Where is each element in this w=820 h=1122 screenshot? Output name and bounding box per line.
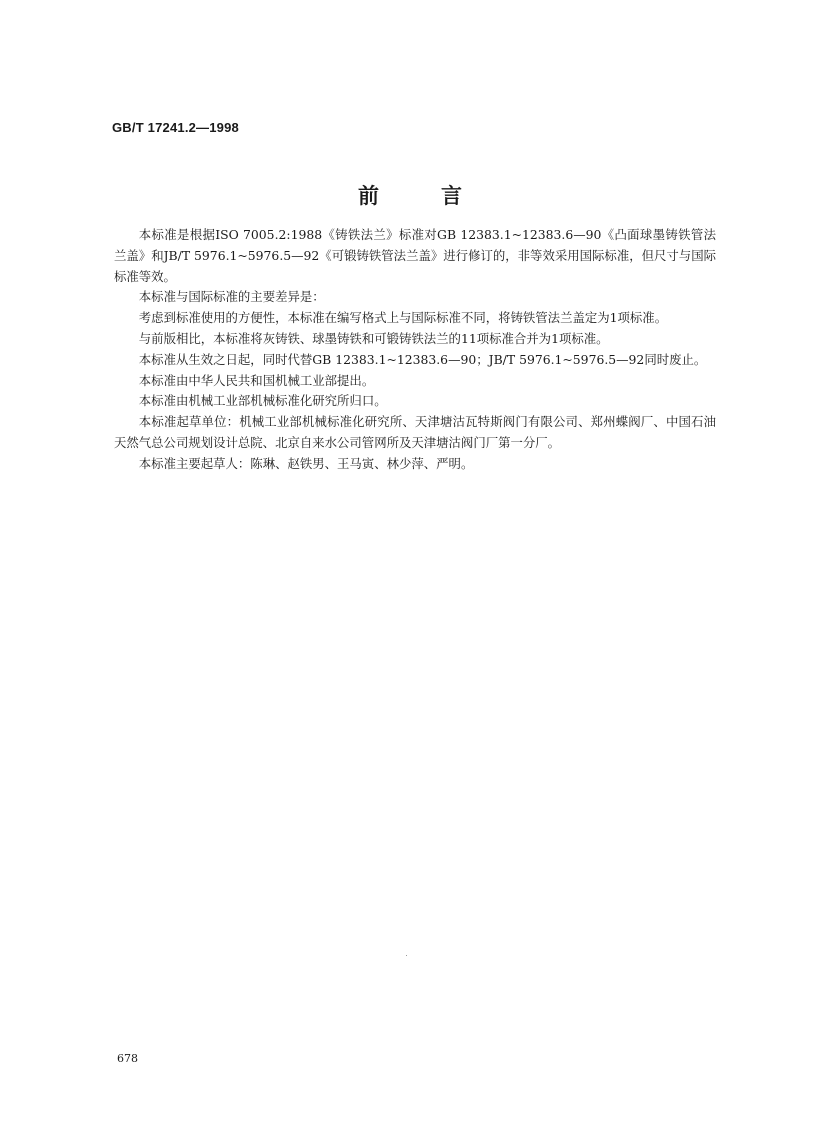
paragraph-differences-intro: 本标准与国际标准的主要差异是：	[138, 289, 325, 305]
page-title: 前言	[358, 183, 524, 208]
paragraph-drafting-units: 本标准起草单位：机械工业部机械标准化研究所、天津塘沽瓦特斯阀门有限公司、郑州蝶阀厂、中国石油天然气总公司规划设计总院、北京自来水公司管网所及天津塘沽阀门厂第一分厂。	[114, 414, 716, 450]
foreword-body	[114, 225, 716, 475]
paragraph-format-difference: 考虑到标准使用的方便性，本标准在编写格式上与国际标准不同，将铸铁管法兰盖定为1项标准。	[138, 310, 668, 326]
scan-speck	[406, 955, 407, 956]
paragraph-effective-date: 本标准从生效之日起，同时代替GB 12383.1~12383.6—90；JB/T 5976.1~5976.5—92同时废止。	[138, 351, 707, 367]
page-number: 678	[117, 1052, 138, 1065]
paragraph-previous-edition: 与前版相比，本标准将灰铸铁、球墨铸铁和可锻铸铁法兰的11项标准合并为1项标准。	[138, 330, 609, 346]
paragraph-proposed-by: 本标准由中华人民共和国机械工业部提出。	[138, 372, 375, 388]
paragraph-drafters: 本标准主要起草人：陈琳、赵铁男、王马寅、林少萍、严明。	[138, 455, 474, 471]
standard-code: GB/T 17241.2—1998	[112, 120, 239, 135]
paragraph-basis: 本标准是根据ISO 7005.2:1988《铸铁法兰》标准对GB 12383.1~12383.6—90《凸面球墨铸铁管法兰盖》和JB/T 5976.1~5976.5—92《可锻铸铁管法兰盖》进行修订的，非等效采用国际标准，但尺寸与国际标准等效。	[114, 227, 716, 284]
paragraph-administered-by: 本标准由机械工业部机械标准化研究所归口。	[138, 393, 387, 409]
